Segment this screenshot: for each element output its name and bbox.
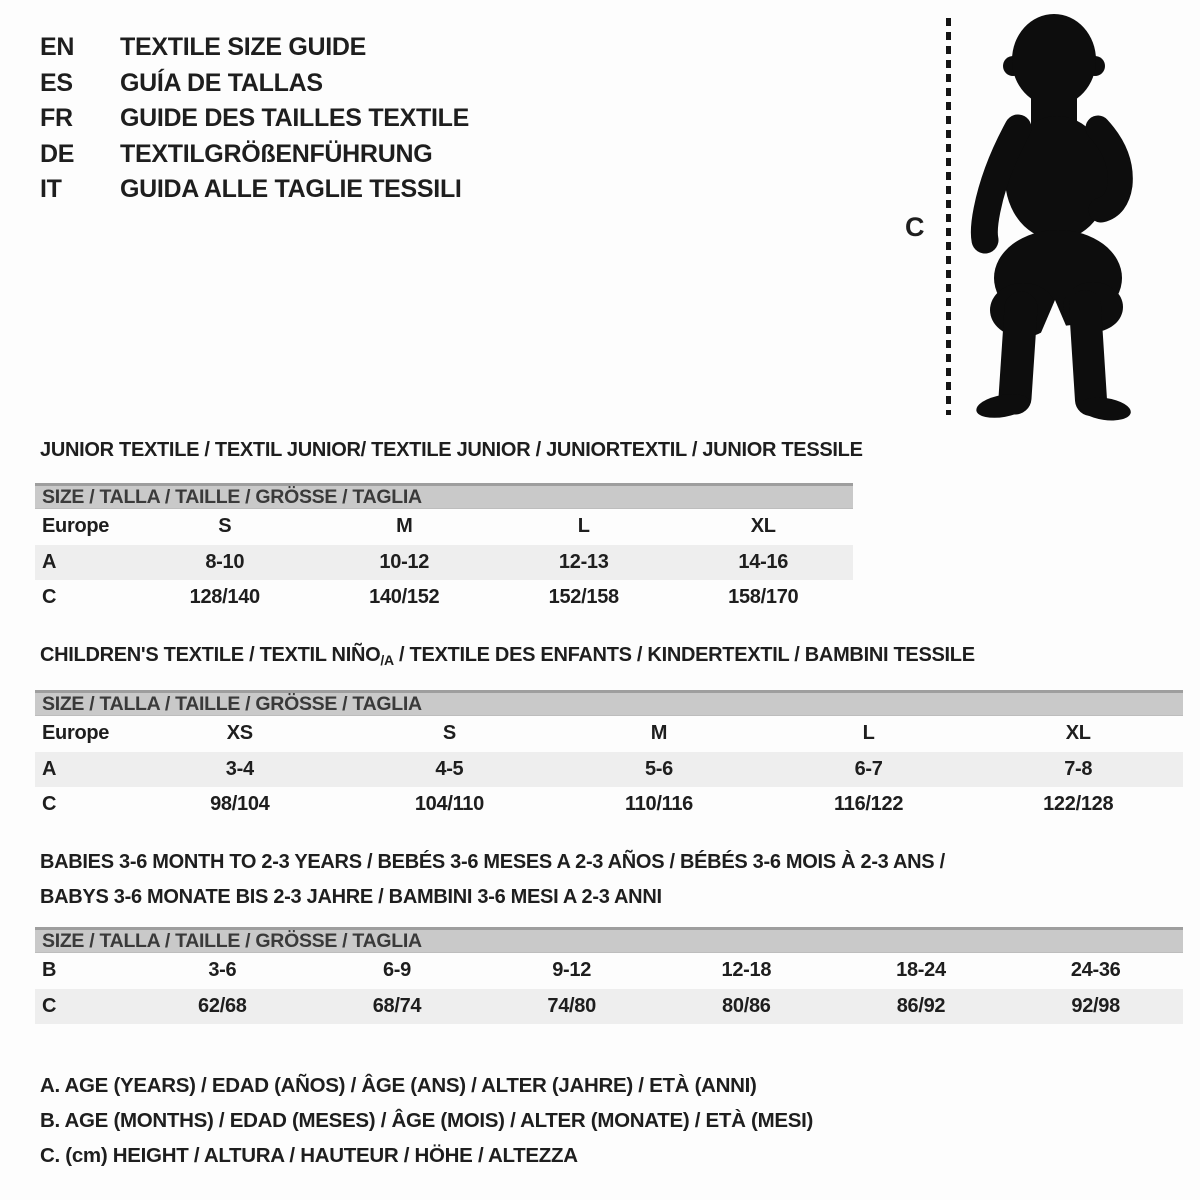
size-value: L	[577, 515, 590, 538]
height-value: 104/110	[414, 793, 484, 816]
measurement-legend	[40, 1068, 813, 1173]
list-item	[40, 137, 469, 173]
size-value: XL	[1065, 722, 1091, 745]
size-value: XS	[226, 722, 253, 745]
age-value: 14-16	[738, 550, 789, 573]
list-item	[40, 172, 469, 208]
babies-title-line1: BABIES 3-6 MONTH TO 2-3 YEARS / BEBÉS 3-6 MESES A 2-3 AÑOS / BÉBÉS 3-6 MOIS À 2-3 ANS /	[40, 851, 945, 873]
table-row	[35, 716, 1183, 752]
row-label: A	[42, 757, 57, 780]
height-measure-dashed-line	[946, 18, 951, 415]
height-value: 92/98	[1071, 994, 1120, 1017]
height-value: 98/104	[210, 793, 270, 816]
toddler-silhouette-image	[963, 10, 1135, 422]
language-code: FR	[40, 104, 73, 132]
babies-section-title	[40, 845, 945, 915]
height-value: 86/92	[896, 994, 946, 1017]
legend-line-a: A. AGE (YEARS) / EDAD (AÑOS) / ÂGE (ANS) / ALTER (JAHRE) / ETÀ (ANNI)	[40, 1074, 757, 1097]
height-value: 68/74	[372, 994, 422, 1017]
height-value: 110/116	[624, 793, 693, 816]
row-label: A	[42, 550, 57, 573]
language-title: TEXTILE SIZE GUIDE	[120, 33, 367, 61]
list-item	[40, 66, 469, 102]
silhouette-right-leg	[1085, 306, 1091, 400]
row-label: Europe	[42, 722, 110, 745]
age-value: 10-12	[379, 550, 430, 573]
size-header-bar: SIZE / TALLA / TAILLE / GRÖSSE / TAGLIA	[35, 690, 1183, 716]
legend-line-b: B. AGE (MONTHS) / EDAD (MESES) / ÂGE (MOIS) / ALTER (MONATE) / ETÀ (MESI)	[40, 1109, 814, 1132]
children-title-subscript: /A	[380, 652, 394, 668]
age-value: 8-10	[205, 550, 245, 573]
height-value: 74/80	[547, 994, 596, 1017]
height-value: 62/68	[198, 994, 247, 1017]
height-value: 152/158	[548, 586, 619, 609]
language-title-list	[40, 30, 469, 208]
height-value: 122/128	[1043, 793, 1114, 816]
children-title-text: / TEXTILE DES ENFANTS / KINDERTEXTIL / BAMBINI TESSILE	[393, 644, 975, 666]
row-label: C	[42, 994, 57, 1017]
list-item	[40, 101, 469, 137]
age-value: 3-4	[225, 757, 254, 780]
language-code: IT	[40, 175, 62, 203]
table-row	[35, 787, 1183, 823]
language-title: GUIDE DES TAILLES TEXTILE	[120, 104, 470, 132]
junior-section-title: JUNIOR TEXTILE / TEXTIL JUNIOR/ TEXTILE JUNIOR / JUNIORTEXTIL / JUNIOR TESSILE	[40, 439, 863, 461]
language-title: GUÍA DE TALLAS	[120, 68, 323, 97]
children-section-title	[40, 644, 975, 667]
size-value: M	[650, 722, 668, 745]
language-code: DE	[40, 139, 75, 168]
language-title: GUIDA ALLE TAGLIE TESSILI	[120, 175, 462, 203]
table-row	[35, 752, 1183, 788]
size-value: S	[442, 722, 456, 745]
age-value: 7-8	[1064, 757, 1093, 780]
height-value: 116/122	[834, 793, 904, 816]
age-value: 12-13	[558, 550, 609, 573]
table-row	[35, 953, 1183, 989]
age-value: 9-12	[552, 959, 592, 982]
size-value: S	[218, 515, 232, 538]
row-label: Europe	[42, 515, 110, 538]
height-value: 128/140	[189, 586, 260, 609]
size-header-bar: SIZE / TALLA / TAILLE / GRÖSSE / TAGLIA	[35, 483, 853, 509]
age-value: 5-6	[644, 757, 673, 780]
babies-title-line2: BABYS 3-6 MONATE BIS 2-3 JAHRE / BAMBINI 3-6 MESI A 2-3 ANNI	[40, 886, 662, 908]
row-label: C	[42, 586, 57, 609]
size-value: L	[862, 722, 875, 745]
height-value: 80/86	[722, 994, 771, 1017]
size-value: M	[396, 515, 413, 538]
age-value: 6-7	[854, 757, 883, 780]
size-header-bar: SIZE / TALLA / TAILLE / GRÖSSE / TAGLIA	[35, 927, 1183, 953]
size-value: XL	[750, 515, 776, 538]
age-value: 6-9	[382, 959, 411, 982]
age-value: 18-24	[896, 959, 946, 982]
age-value: 12-18	[721, 959, 772, 982]
row-label: C	[42, 793, 57, 816]
language-code: EN	[40, 33, 75, 61]
list-item	[40, 30, 469, 66]
children-size-table	[35, 690, 1183, 823]
age-value: 24-36	[1070, 959, 1121, 982]
age-value: 3-6	[208, 959, 237, 982]
table-row	[35, 989, 1183, 1025]
row-label: B	[42, 959, 57, 982]
junior-size-table	[35, 483, 853, 616]
table-row	[35, 580, 853, 616]
table-row	[35, 509, 853, 545]
children-title-text: CHILDREN'S TEXTILE / TEXTIL NIÑO	[40, 644, 381, 666]
table-row	[35, 545, 853, 581]
language-title: TEXTILGRÖßENFÜHRUNG	[120, 139, 433, 168]
babies-size-table	[35, 927, 1183, 1024]
height-measure-label: C	[905, 212, 925, 242]
height-value: 158/170	[728, 586, 799, 609]
legend-line-c: C. (cm) HEIGHT / ALTURA / HAUTEUR / HÖHE / ALTEZZA	[40, 1144, 578, 1167]
age-value: 4-5	[435, 757, 464, 780]
height-value: 140/152	[369, 586, 440, 609]
silhouette-left-leg	[1015, 308, 1021, 398]
language-code: ES	[40, 68, 73, 97]
